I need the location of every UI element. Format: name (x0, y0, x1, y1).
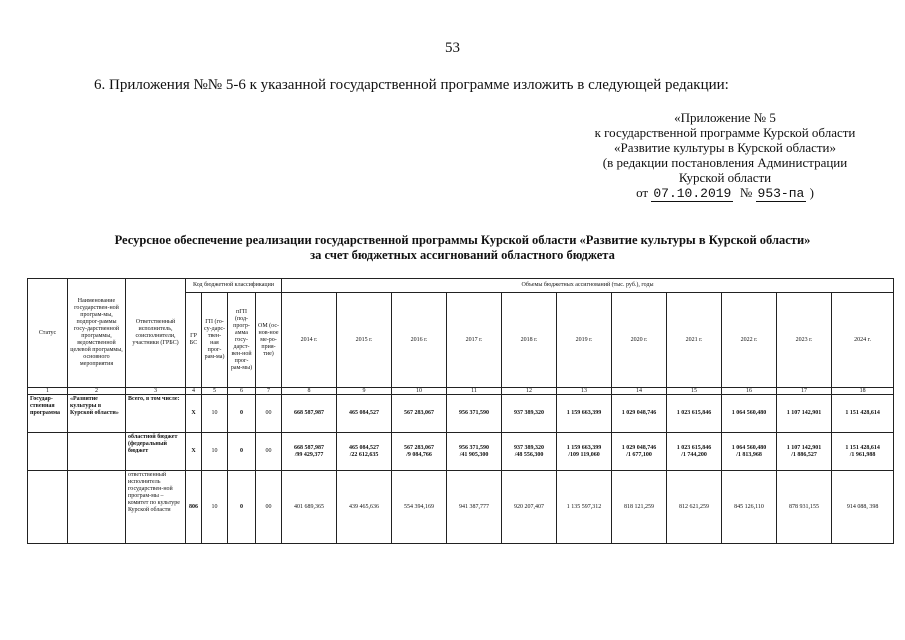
header-year: 2022 г. (722, 293, 777, 388)
amount-value: 465 084,527 (349, 444, 380, 451)
header-year: 2024 г. (832, 293, 894, 388)
header-year: 2015 г. (337, 293, 392, 388)
column-number: 11 (447, 388, 502, 395)
column-number: 16 (722, 388, 777, 395)
column-number: 2 (68, 388, 126, 395)
cell-name (68, 471, 126, 544)
cell-executor: Всего, в том числе: (126, 395, 186, 433)
amount-value: 668 587,987 (294, 444, 325, 451)
amount-value: 920 207,407 (514, 503, 545, 510)
amount-value: 567 283,067 (404, 410, 435, 416)
cell-amount (447, 471, 502, 544)
column-number: 18 (832, 388, 894, 395)
federal-amount-value: /22 612,635 (349, 451, 379, 458)
federal-amount-value: /48 556,300 (514, 451, 544, 458)
cell-amount (557, 471, 612, 544)
column-number: 1 (28, 388, 68, 395)
column-number: 4 (186, 388, 202, 395)
intro-paragraph: 6. Приложения №№ 5-6 к указанной государственной программе изложить в следующей редакции: (94, 77, 729, 93)
amount-value: 1 159 663,399 (566, 410, 602, 416)
cell-amount (832, 395, 894, 433)
header-name: Наименование государствен-ной програм-мы, подпрог-раммы госу-дарственной программы, ведомственной целевой программы, основного мероприятия (68, 279, 126, 388)
header-gp: ГП (го-су-дарс-твен-ная прог-рам-ма) (202, 293, 228, 388)
amount-value: 1 029 048,746 (621, 410, 657, 416)
federal-amount-value: /9 084,766 (406, 451, 432, 458)
federal-amount-value: /109 119,060 (568, 451, 600, 458)
resource-table (27, 278, 894, 544)
cell-grbs: 806 (186, 471, 202, 544)
header-year: 2019 г. (557, 293, 612, 388)
cell-amount (502, 471, 557, 544)
federal-amount-value: /1 813,968 (736, 451, 762, 458)
column-number: 7 (256, 388, 282, 395)
federal-amount-value: /1 744,200 (681, 451, 707, 458)
cell-amount (612, 471, 667, 544)
column-number: 6 (228, 388, 256, 395)
cell-pgp: 0 (228, 471, 256, 544)
header-year: 2018 г. (502, 293, 557, 388)
cell-amount (612, 395, 667, 433)
amount-value: 554 394,169 (404, 503, 435, 510)
table-row (28, 433, 894, 471)
cell-gp: 10 (202, 433, 228, 471)
cell-om: 00 (256, 395, 282, 433)
amount-value: 465 084,527 (349, 410, 380, 416)
cell-amount (447, 433, 502, 471)
header-year: 2020 г. (612, 293, 667, 388)
header-code-group: Код бюджетной классификации (186, 279, 282, 293)
amount-value: 1 107 142,901 (786, 444, 822, 451)
title-line-2: за счет бюджетных ассигнований областного бюджета (310, 248, 615, 262)
cell-om: 00 (256, 433, 282, 471)
header-year: 2021 г. (667, 293, 722, 388)
cell-amount (667, 433, 722, 471)
amount-value: 1 064 560,480 (731, 444, 767, 451)
amount-value: 845 126,110 (734, 503, 764, 510)
amount-value: 668 587,987 (294, 410, 325, 416)
appendix-line-2: к государственной программе Курской области (594, 125, 856, 140)
cell-amount (832, 433, 894, 471)
cell-amount (777, 395, 832, 433)
cell-amount (502, 395, 557, 433)
amount-value: 567 283,067 (404, 444, 435, 451)
table-row (28, 395, 894, 433)
cell-grbs: Х (186, 433, 202, 471)
amount-value: 937 389,320 (514, 410, 545, 416)
header-year: 2014 г. (282, 293, 337, 388)
amount-value: 956 371,590 (459, 444, 490, 451)
column-number: 12 (502, 388, 557, 395)
amount-value: 401 689,365 (294, 503, 325, 510)
column-number: 5 (202, 388, 228, 395)
cell-amount (612, 433, 667, 471)
title-line-1: Ресурсное обеспечение реализации государственной программы Курской области «Развитие культуры в Курской области» (114, 233, 811, 247)
cell-pgp: 0 (228, 433, 256, 471)
cell-om: 00 (256, 471, 282, 544)
amount-value: 914 088, 398 (846, 503, 879, 510)
table-row (28, 471, 894, 544)
cell-amount (777, 471, 832, 544)
amount-value: 1 029 048,746 (621, 444, 657, 451)
cell-amount (722, 471, 777, 544)
cell-executor: областной бюджет (федеральный бюджет (126, 433, 186, 471)
cell-amount (667, 395, 722, 433)
federal-amount-value: /1 677,100 (626, 451, 652, 458)
amount-value: 1 159 663,399 (566, 444, 602, 451)
amount-value: 1 023 615,846 (676, 410, 712, 416)
cell-amount (337, 471, 392, 544)
appendix-line-5: Курской области (678, 170, 772, 185)
amount-value: 937 389,320 (514, 444, 545, 451)
amount-value: 1 064 560,480 (731, 410, 767, 416)
cell-amount (722, 433, 777, 471)
cell-status (28, 471, 68, 544)
amount-value: 1 151 428,614 (845, 444, 880, 451)
header-year: 2017 г. (447, 293, 502, 388)
column-number: 17 (777, 388, 832, 395)
cell-amount (832, 471, 894, 544)
federal-amount-value: /99 429,377 (294, 451, 324, 458)
federal-amount-value: /1 886,527 (791, 451, 817, 458)
cell-name: «Развитие культуры в Курской области» (68, 395, 126, 433)
appendix-line-3: «Развитие культуры в Курской области» (613, 140, 837, 155)
amount-value: 1 135 597,312 (566, 503, 602, 510)
cell-amount (337, 433, 392, 471)
close-paren: ) (809, 185, 814, 200)
header-year: 2023 г. (777, 293, 832, 388)
cell-amount (667, 471, 722, 544)
cell-amount (557, 433, 612, 471)
column-number: 9 (337, 388, 392, 395)
cell-executor: ответственный исполнитель государствен-ной програм-мы – комитет по культуре Курской области (126, 471, 186, 544)
column-number: 13 (557, 388, 612, 395)
page-number: 53 (445, 40, 460, 56)
date-prefix: от (636, 185, 649, 200)
cell-amount (282, 433, 337, 471)
header-pgp: пГП (под-прогр-амма госу-дарст-вен-ной прог-рам-мы) (228, 293, 256, 388)
decree-date: 07.10.2019 (653, 186, 732, 201)
column-number: 3 (126, 388, 186, 395)
column-number: 15 (667, 388, 722, 395)
cell-gp: 10 (202, 395, 228, 433)
federal-amount-value: /1 961,988 (849, 451, 876, 458)
appendix-date-line (560, 185, 890, 201)
amount-value: 878 931,155 (789, 503, 820, 510)
amount-value: 1 107 142,901 (786, 410, 822, 416)
cell-amount (392, 433, 447, 471)
cell-amount (557, 395, 612, 433)
amount-value: 956 371,590 (459, 410, 490, 416)
cell-amount (282, 471, 337, 544)
amount-value: 818 121,259 (624, 503, 655, 510)
amount-value: 1 151 428,614 (845, 410, 880, 416)
cell-pgp: 0 (228, 395, 256, 433)
cell-amount (722, 395, 777, 433)
number-prefix: № (739, 185, 753, 200)
cell-amount (502, 433, 557, 471)
header-status: Статус (28, 279, 68, 388)
header-om: ОМ (ос-нов-ное ме-ро-прия-тие) (256, 293, 282, 388)
cell-status (28, 433, 68, 471)
appendix-line-1: «Приложение № 5 (674, 110, 776, 125)
cell-amount (392, 395, 447, 433)
column-number: 14 (612, 388, 667, 395)
cell-status: Государ-ственная программа (28, 395, 68, 433)
cell-amount (447, 395, 502, 433)
cell-amount (392, 471, 447, 544)
header-volumes-group: Объемы бюджетных ассигнований (тыс. руб.), годы (282, 279, 894, 293)
header-executor: Ответственный исполнитель, соисполнители, участники (ГРБС) (126, 279, 186, 388)
cell-amount (337, 395, 392, 433)
column-number: 10 (392, 388, 447, 395)
column-number: 8 (282, 388, 337, 395)
federal-amount-value: /41 905,300 (459, 451, 489, 458)
amount-value: 812 621,259 (679, 503, 710, 510)
amount-value: 1 023 615,846 (676, 444, 712, 451)
header-grbs: ГР БС (186, 293, 202, 388)
amount-value: 439 465,636 (349, 503, 380, 510)
cell-gp: 10 (202, 471, 228, 544)
appendix-line-4: (в редакции постановления Администрации (602, 155, 848, 170)
appendix-header (560, 110, 890, 201)
decree-number: 953-па (757, 186, 805, 201)
cell-amount (777, 433, 832, 471)
header-year: 2016 г. (392, 293, 447, 388)
cell-grbs: Х (186, 395, 202, 433)
cell-amount (282, 395, 337, 433)
document-title (60, 233, 865, 263)
cell-name (68, 433, 126, 471)
amount-value: 941 387,777 (459, 503, 490, 510)
